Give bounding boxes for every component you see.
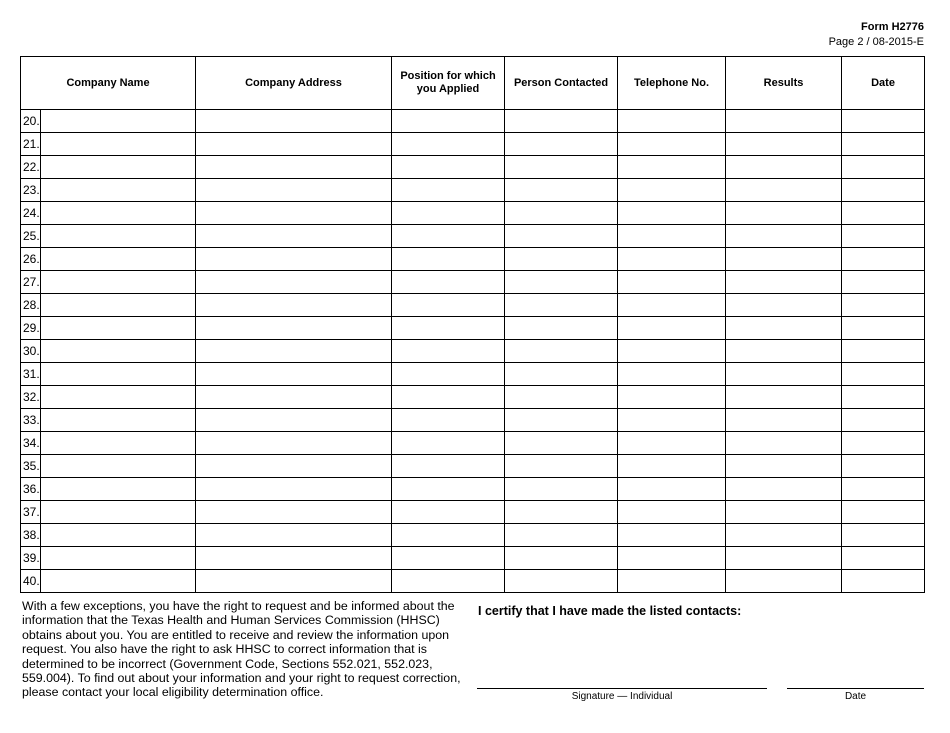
person-contacted-cell[interactable] <box>505 570 618 593</box>
date-cell[interactable] <box>842 501 925 524</box>
company-address-cell[interactable] <box>196 179 392 202</box>
position-cell[interactable] <box>392 547 505 570</box>
date-cell[interactable] <box>842 340 925 363</box>
person-contacted-cell[interactable] <box>505 225 618 248</box>
date-cell[interactable] <box>842 225 925 248</box>
person-contacted-cell[interactable] <box>505 363 618 386</box>
company-name-cell[interactable] <box>41 340 196 363</box>
telephone-cell[interactable] <box>618 524 726 547</box>
person-contacted-cell[interactable] <box>505 179 618 202</box>
table-row <box>21 271 925 294</box>
person-contacted-cell[interactable] <box>505 455 618 478</box>
person-contacted-cell[interactable] <box>505 156 618 179</box>
date-cell[interactable] <box>842 478 925 501</box>
table-row <box>21 547 925 570</box>
company-address-cell[interactable] <box>196 156 392 179</box>
company-address-cell[interactable] <box>196 547 392 570</box>
header-person-contacted: Person Contacted <box>505 57 618 110</box>
results-cell[interactable] <box>726 340 842 363</box>
row-number: 26. <box>21 248 41 271</box>
row-number: 39. <box>21 547 41 570</box>
position-cell[interactable] <box>392 386 505 409</box>
position-cell[interactable] <box>392 133 505 156</box>
date-cell[interactable] <box>842 570 925 593</box>
telephone-cell[interactable] <box>618 455 726 478</box>
person-contacted-cell[interactable] <box>505 294 618 317</box>
row-number: 40. <box>21 570 41 593</box>
company-address-cell[interactable] <box>196 478 392 501</box>
company-name-cell[interactable] <box>41 225 196 248</box>
page-info: Page 2 / 08-2015-E <box>828 36 924 48</box>
date-cell[interactable] <box>842 455 925 478</box>
date-cell[interactable] <box>842 294 925 317</box>
telephone-cell[interactable] <box>618 386 726 409</box>
company-address-cell[interactable] <box>196 570 392 593</box>
telephone-cell[interactable] <box>618 133 726 156</box>
company-name-cell[interactable] <box>41 524 196 547</box>
telephone-cell[interactable] <box>618 363 726 386</box>
results-cell[interactable] <box>726 179 842 202</box>
certification-statement: I certify that I have made the listed contacts: <box>478 604 742 618</box>
company-address-cell[interactable] <box>196 409 392 432</box>
results-cell[interactable] <box>726 432 842 455</box>
position-cell[interactable] <box>392 501 505 524</box>
table-header-row <box>21 57 925 110</box>
position-cell[interactable] <box>392 524 505 547</box>
table-row <box>21 179 925 202</box>
telephone-cell[interactable] <box>618 225 726 248</box>
row-number: 33. <box>21 409 41 432</box>
row-number: 22. <box>21 156 41 179</box>
results-cell[interactable] <box>726 501 842 524</box>
row-number: 36. <box>21 478 41 501</box>
row-number: 20. <box>21 110 41 133</box>
table-row <box>21 524 925 547</box>
person-contacted-cell[interactable] <box>505 547 618 570</box>
company-address-cell[interactable] <box>196 294 392 317</box>
company-name-cell[interactable] <box>41 409 196 432</box>
company-name-cell[interactable] <box>41 478 196 501</box>
position-cell[interactable] <box>392 317 505 340</box>
form-id: Form H2776 <box>861 21 924 33</box>
table-row <box>21 156 925 179</box>
company-name-cell[interactable] <box>41 133 196 156</box>
results-cell[interactable] <box>726 455 842 478</box>
date-cell[interactable] <box>842 524 925 547</box>
results-cell[interactable] <box>726 478 842 501</box>
position-cell[interactable] <box>392 478 505 501</box>
company-name-cell[interactable] <box>41 271 196 294</box>
row-number: 28. <box>21 294 41 317</box>
signature-label: Signature — Individual <box>571 691 673 702</box>
header-date: Date <box>842 57 925 110</box>
telephone-cell[interactable] <box>618 202 726 225</box>
position-cell[interactable] <box>392 248 505 271</box>
results-cell[interactable] <box>726 156 842 179</box>
table-row <box>21 340 925 363</box>
date-cell[interactable] <box>842 271 925 294</box>
row-number: 38. <box>21 524 41 547</box>
company-address-cell[interactable] <box>196 271 392 294</box>
table-row <box>21 110 925 133</box>
results-cell[interactable] <box>726 317 842 340</box>
row-number: 30. <box>21 340 41 363</box>
person-contacted-cell[interactable] <box>505 202 618 225</box>
telephone-cell[interactable] <box>618 317 726 340</box>
table-row <box>21 363 925 386</box>
date-cell[interactable] <box>842 547 925 570</box>
company-address-cell[interactable] <box>196 386 392 409</box>
results-cell[interactable] <box>726 524 842 547</box>
telephone-cell[interactable] <box>618 179 726 202</box>
person-contacted-cell[interactable] <box>505 386 618 409</box>
position-cell[interactable] <box>392 363 505 386</box>
results-cell[interactable] <box>726 409 842 432</box>
date-cell[interactable] <box>842 110 925 133</box>
table-row <box>21 478 925 501</box>
row-number: 35. <box>21 455 41 478</box>
date-cell[interactable] <box>842 409 925 432</box>
company-address-cell[interactable] <box>196 202 392 225</box>
telephone-cell[interactable] <box>618 409 726 432</box>
person-contacted-cell[interactable] <box>505 340 618 363</box>
position-cell[interactable] <box>392 432 505 455</box>
person-contacted-cell[interactable] <box>505 110 618 133</box>
telephone-cell[interactable] <box>618 547 726 570</box>
signature-line[interactable] <box>477 688 767 689</box>
company-address-cell[interactable] <box>196 455 392 478</box>
company-name-cell[interactable] <box>41 455 196 478</box>
position-cell[interactable] <box>392 294 505 317</box>
position-cell[interactable] <box>392 202 505 225</box>
company-address-cell[interactable] <box>196 501 392 524</box>
company-address-cell[interactable] <box>196 317 392 340</box>
company-address-cell[interactable] <box>196 110 392 133</box>
position-cell[interactable] <box>392 340 505 363</box>
position-cell[interactable] <box>392 570 505 593</box>
company-name-cell[interactable] <box>41 248 196 271</box>
position-cell[interactable] <box>392 179 505 202</box>
person-contacted-cell[interactable] <box>505 133 618 156</box>
company-address-cell[interactable] <box>196 248 392 271</box>
company-name-cell[interactable] <box>41 179 196 202</box>
row-number: 24. <box>21 202 41 225</box>
company-address-cell[interactable] <box>196 524 392 547</box>
person-contacted-cell[interactable] <box>505 248 618 271</box>
results-cell[interactable] <box>726 271 842 294</box>
date-cell[interactable] <box>842 248 925 271</box>
telephone-cell[interactable] <box>618 156 726 179</box>
telephone-cell[interactable] <box>618 570 726 593</box>
table-row <box>21 386 925 409</box>
company-address-cell[interactable] <box>196 340 392 363</box>
person-contacted-cell[interactable] <box>505 501 618 524</box>
telephone-cell[interactable] <box>618 248 726 271</box>
privacy-notice: With a few exceptions, you have the right to request and be informed about the information that the Texas Health and Human Services Commission (HHSC) obtains about you. You are entitled to receive and review the information upon request. You also have the right to ask HHSC to correct information that is determined to be incorrect (Government Code, Sections 552.021, 552.023, 559.004). To find out about your information and your right to request correction, please contact your local eligibility determination office. <box>22 599 461 700</box>
telephone-cell[interactable] <box>618 340 726 363</box>
table-row <box>21 432 925 455</box>
table-row <box>21 501 925 524</box>
date-cell[interactable] <box>842 363 925 386</box>
position-cell[interactable] <box>392 409 505 432</box>
company-name-cell[interactable] <box>41 363 196 386</box>
company-address-cell[interactable] <box>196 432 392 455</box>
company-name-cell[interactable] <box>41 501 196 524</box>
position-cell[interactable] <box>392 225 505 248</box>
header-position-applied: Position for which you Applied <box>392 57 505 110</box>
table-row <box>21 455 925 478</box>
telephone-cell[interactable] <box>618 294 726 317</box>
date-line[interactable] <box>787 688 924 689</box>
results-cell[interactable] <box>726 294 842 317</box>
company-name-cell[interactable] <box>41 432 196 455</box>
header-company-name: Company Name <box>21 57 196 110</box>
row-number: 29. <box>21 317 41 340</box>
company-name-cell[interactable] <box>41 570 196 593</box>
table-row <box>21 570 925 593</box>
company-address-cell[interactable] <box>196 363 392 386</box>
results-cell[interactable] <box>726 386 842 409</box>
header-company-address: Company Address <box>196 57 392 110</box>
telephone-cell[interactable] <box>618 501 726 524</box>
row-number: 27. <box>21 271 41 294</box>
position-cell[interactable] <box>392 110 505 133</box>
position-cell[interactable] <box>392 455 505 478</box>
results-cell[interactable] <box>726 248 842 271</box>
results-cell[interactable] <box>726 363 842 386</box>
table-row <box>21 133 925 156</box>
date-cell[interactable] <box>842 317 925 340</box>
row-number: 37. <box>21 501 41 524</box>
person-contacted-cell[interactable] <box>505 409 618 432</box>
row-number: 23. <box>21 179 41 202</box>
company-address-cell[interactable] <box>196 133 392 156</box>
date-cell[interactable] <box>842 133 925 156</box>
results-cell[interactable] <box>726 225 842 248</box>
results-cell[interactable] <box>726 202 842 225</box>
person-contacted-cell[interactable] <box>505 524 618 547</box>
results-cell[interactable] <box>726 110 842 133</box>
telephone-cell[interactable] <box>618 478 726 501</box>
position-cell[interactable] <box>392 271 505 294</box>
person-contacted-cell[interactable] <box>505 478 618 501</box>
contacts-table <box>20 56 925 593</box>
person-contacted-cell[interactable] <box>505 317 618 340</box>
position-cell[interactable] <box>392 156 505 179</box>
header-telephone: Telephone No. <box>618 57 726 110</box>
date-cell[interactable] <box>842 179 925 202</box>
header-results: Results <box>726 57 842 110</box>
company-name-cell[interactable] <box>41 294 196 317</box>
row-number: 21. <box>21 133 41 156</box>
date-cell[interactable] <box>842 202 925 225</box>
table-row <box>21 317 925 340</box>
company-name-cell[interactable] <box>41 202 196 225</box>
company-name-cell[interactable] <box>41 110 196 133</box>
table-row <box>21 294 925 317</box>
company-address-cell[interactable] <box>196 225 392 248</box>
telephone-cell[interactable] <box>618 432 726 455</box>
telephone-cell[interactable] <box>618 110 726 133</box>
table-row <box>21 225 925 248</box>
row-number: 34. <box>21 432 41 455</box>
date-label: Date <box>844 691 867 702</box>
company-name-cell[interactable] <box>41 386 196 409</box>
person-contacted-cell[interactable] <box>505 271 618 294</box>
company-name-cell[interactable] <box>41 317 196 340</box>
company-name-cell[interactable] <box>41 547 196 570</box>
table-row <box>21 409 925 432</box>
row-number: 32. <box>21 386 41 409</box>
date-cell[interactable] <box>842 432 925 455</box>
date-cell[interactable] <box>842 156 925 179</box>
date-cell[interactable] <box>842 386 925 409</box>
row-number: 25. <box>21 225 41 248</box>
table-row <box>21 248 925 271</box>
results-cell[interactable] <box>726 133 842 156</box>
company-name-cell[interactable] <box>41 156 196 179</box>
table-row <box>21 202 925 225</box>
person-contacted-cell[interactable] <box>505 432 618 455</box>
row-number: 31. <box>21 363 41 386</box>
telephone-cell[interactable] <box>618 271 726 294</box>
results-cell[interactable] <box>726 570 842 593</box>
results-cell[interactable] <box>726 547 842 570</box>
